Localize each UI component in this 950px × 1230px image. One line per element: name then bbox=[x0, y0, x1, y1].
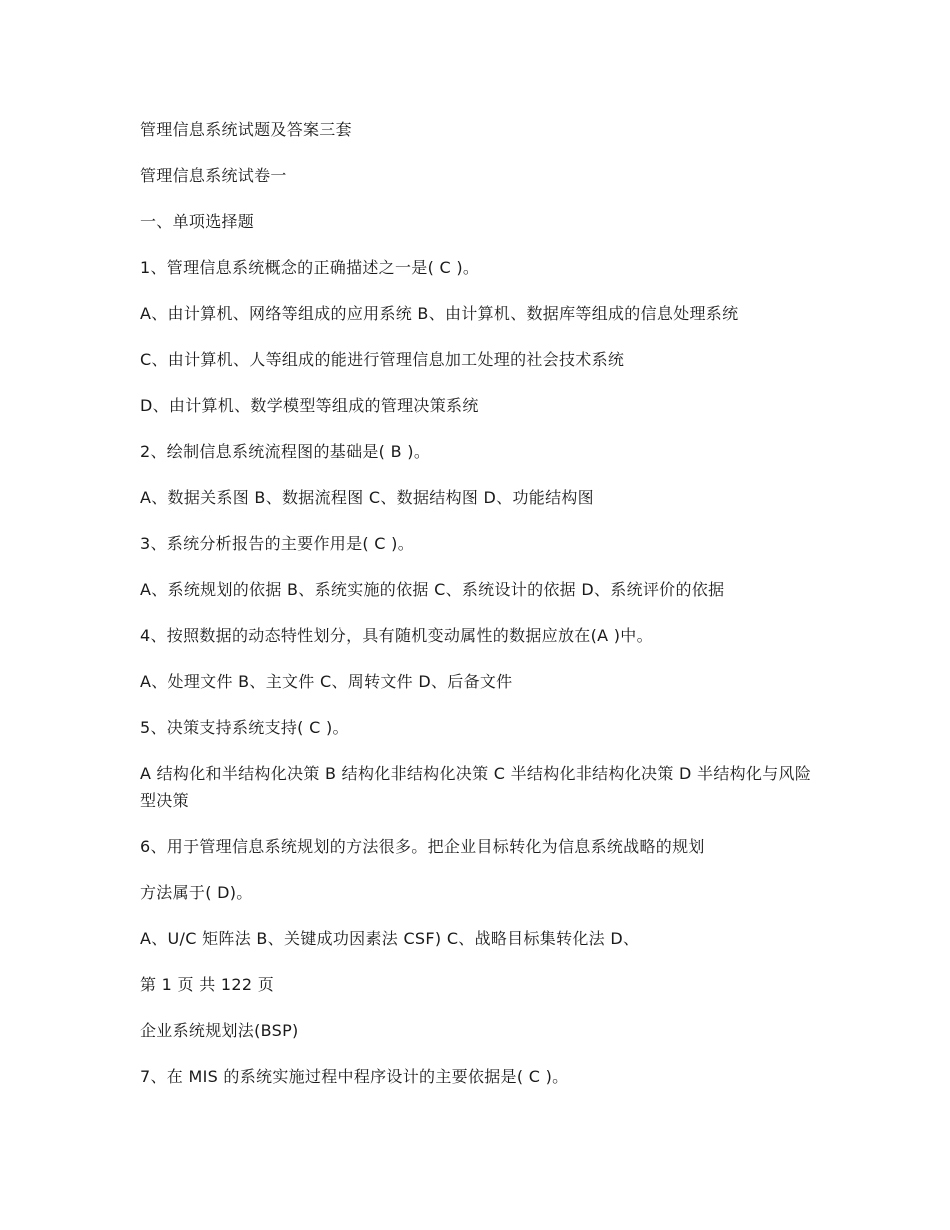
question-6: 6、用于管理信息系统规划的方法很多。把企业目标转化为信息系统战略的规划 bbox=[140, 837, 705, 856]
question-3: 3、系统分析报告的主要作用是( C )。 bbox=[140, 534, 415, 553]
page-footer: 第 1 页 共 122 页 bbox=[140, 975, 275, 994]
question-1-option-d: D、由计算机、数学模型等组成的管理决策系统 bbox=[140, 396, 479, 415]
question-3-options: A、系统规划的依据 B、系统实施的依据 C、系统设计的依据 D、系统评价的依据 bbox=[140, 580, 725, 599]
question-4: 4、按照数据的动态特性划分，具有随机变动属性的数据应放在(A )中。 bbox=[140, 626, 653, 645]
question-7: 7、在 MIS 的系统实施过程中程序设计的主要依据是( C )。 bbox=[140, 1067, 569, 1086]
question-1-option-c: C、由计算机、人等组成的能进行管理信息加工处理的社会技术系统 bbox=[140, 350, 625, 369]
question-6-continued: 方法属于( D)。 bbox=[140, 883, 253, 902]
question-2-options: A、数据关系图 B、数据流程图 C、数据结构图 D、功能结构图 bbox=[140, 488, 594, 507]
paper-title: 管理信息系统试卷一 bbox=[140, 166, 287, 185]
question-5-options: A 结构化和半结构化决策 B 结构化非结构化决策 C 半结构化非结构化决策 D 半结构化与风险型决策 bbox=[140, 764, 812, 810]
document-body bbox=[140, 116, 820, 1109]
question-6-options: A、U/C 矩阵法 B、关键成功因素法 CSF) C、战略目标集转化法 D、 bbox=[140, 929, 640, 948]
question-5: 5、决策支持系统支持( C )。 bbox=[140, 718, 349, 737]
document-title: 管理信息系统试题及答案三套 bbox=[140, 120, 352, 139]
question-1-options-ab: A、由计算机、网络等组成的应用系统 B、由计算机、数据库等组成的信息处理系统 bbox=[140, 304, 739, 323]
question-1: 1、管理信息系统概念的正确描述之一是( C )。 bbox=[140, 258, 480, 277]
question-6-option-d-continued: 企业系统规划法(BSP) bbox=[140, 1021, 299, 1040]
section-heading: 一、单项选择题 bbox=[140, 212, 255, 231]
question-2: 2、绘制信息系统流程图的基础是( B )。 bbox=[140, 442, 431, 461]
question-4-options: A、处理文件 B、主文件 C、周转文件 D、后备文件 bbox=[140, 672, 513, 691]
